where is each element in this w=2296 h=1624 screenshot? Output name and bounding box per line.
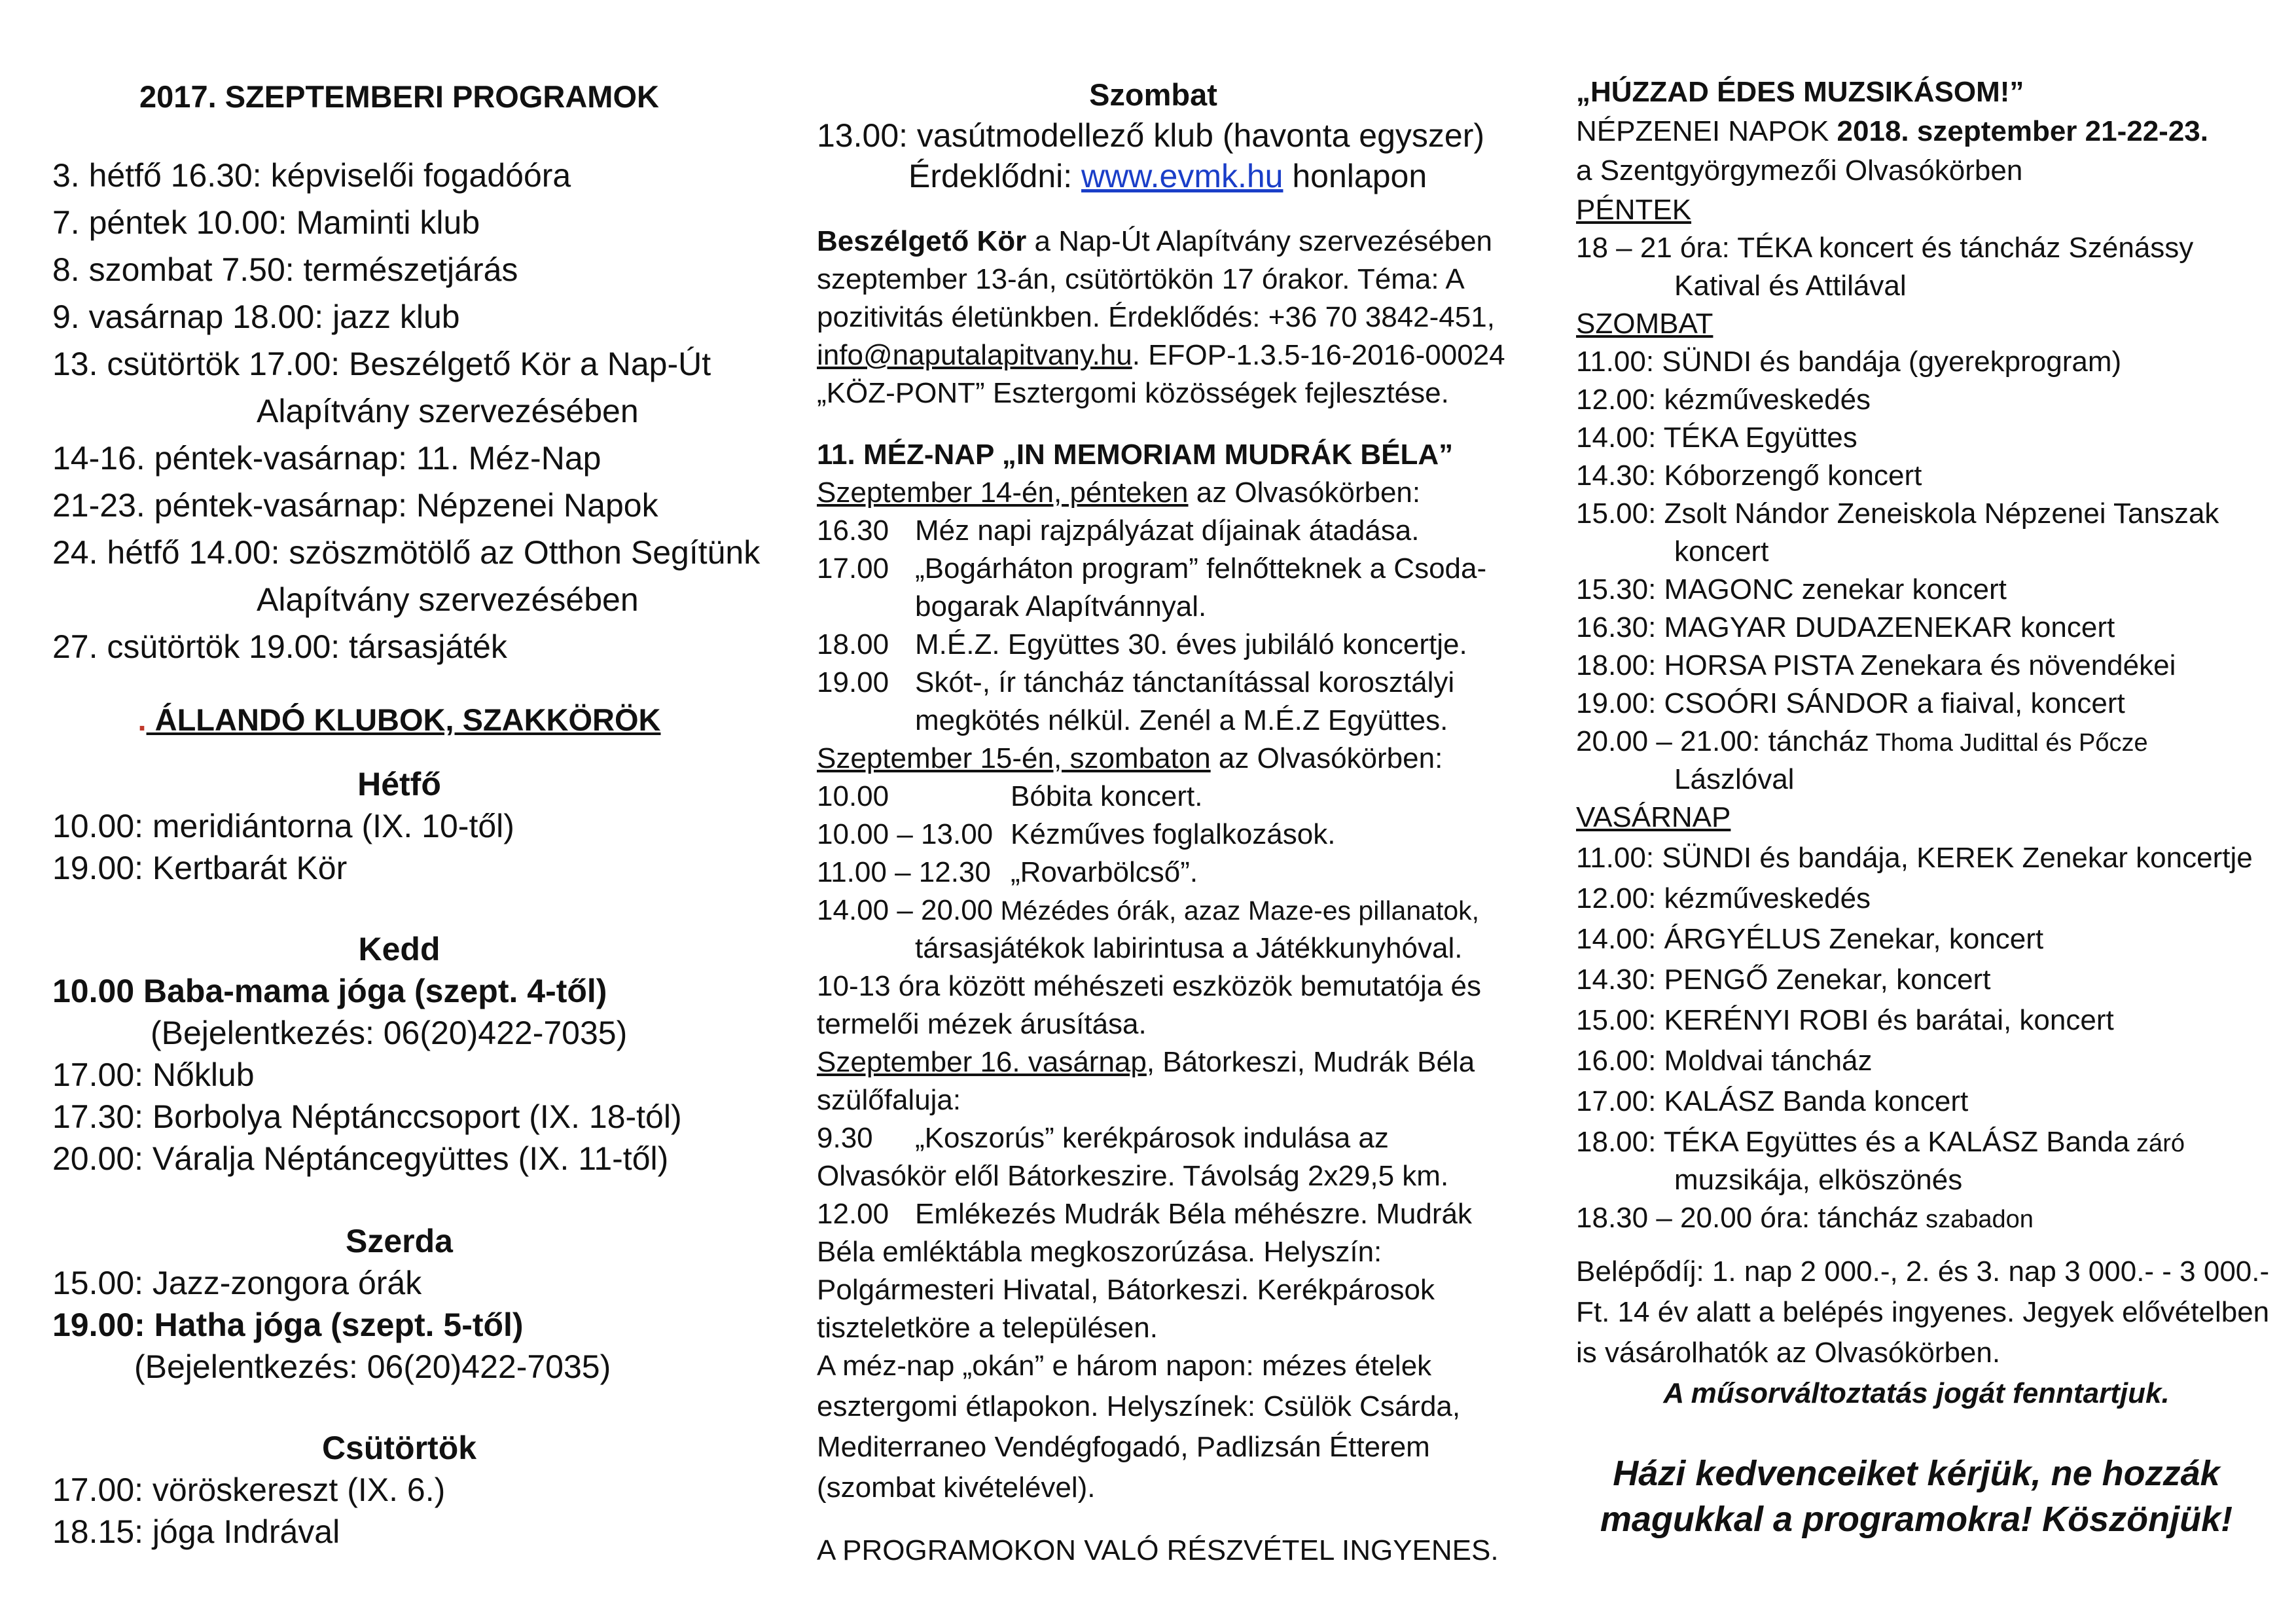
entry-fee-text: Belépődíj: 1. nap 2 000.-, 2. és 3. nap 3 000.- - 3 000.- — [1576, 1255, 2270, 1288]
text-line: tiszteletkörе a településen. — [817, 1312, 1158, 1344]
club-registration: (Bejelentkezés: 06(20)422-7035) — [151, 1015, 628, 1051]
schedule-activity: Emlékezés Mudrák Béla méhészre. Mudrák — [915, 1198, 1472, 1230]
festival-venue: a Szentgyörgymezői Olvasókörben — [1576, 154, 2023, 187]
entry-fee-text: is vásárolhatók az Olvasókörben. — [1576, 1337, 2001, 1369]
day-heading-szombat: Szombat — [1089, 77, 1217, 112]
program-item-continued: Lászlóval — [1674, 763, 1795, 795]
text-span: az Olvasókörben: — [1210, 742, 1443, 774]
program-item-continued: Katival és Attilával — [1674, 270, 1907, 302]
text-line: szeptember 13-án, csütörtökön 17 órakor. Téma: A — [817, 263, 1465, 295]
clubs-heading — [52, 700, 746, 740]
text-line: Olvasókör elől Bátorkeszire. Távolság 2x29,5 km. — [817, 1160, 1449, 1192]
beszelgeto-kor-title: Beszélgető Kör — [817, 225, 1027, 257]
schedule-activity: „Rovarbölcső”. — [1011, 856, 1198, 888]
day-heading-pentek: PÉNTEK — [1576, 194, 1692, 226]
text-line: Polgármesteri Hivatal, Bátorkeszi. Kerékpárosok — [817, 1274, 1435, 1306]
program-change-notice: A műsorváltoztatás jogát fenntartjuk. — [1663, 1377, 2170, 1409]
entry-fee-text: Ft. 14 év alatt a belépés ingyenes. Jegyek elővételben — [1576, 1296, 2270, 1328]
program-item — [1576, 724, 2148, 761]
schedule-time: 19.00 — [817, 666, 889, 698]
program-item: 15.00: KERÉNYI ROBI és barátai, koncert — [1576, 1004, 2114, 1036]
club-item-bold: 10.00 Baba-mama jóga (szept. 4-től) — [52, 973, 607, 1009]
program-item: 21-23. péntek-vasárnap: Népzenei Napok — [52, 487, 658, 524]
text-span-small: Thoma Judittal és Pőcze — [1869, 729, 2148, 757]
schedule-activity: „Koszorús” kerékpárosok indulása az — [915, 1122, 1389, 1154]
day-heading-szombat: SZOMBAT — [1576, 308, 1713, 340]
program-item-continued: Alapítvány szervezésében — [257, 581, 639, 618]
pets-notice: magukkal a programokra! Köszönjük! — [1600, 1500, 2233, 1539]
date-underlined: Szeptember 15-én, szombaton — [817, 742, 1211, 774]
day-subheading — [817, 741, 1443, 776]
program-item: 14.00: ÁRGYÉLUS Zenekar, koncert — [1576, 923, 2044, 955]
club-item-bold: 19.00: Hatha jóga (szept. 5-től) — [52, 1307, 524, 1343]
text-line: Mediterraneo Vendégfogadó, Padlizsán Étterem — [817, 1431, 1430, 1463]
text-span: 18.00: TÉKA Együttes és a KALÁSZ Banda — [1576, 1126, 2130, 1158]
club-item: 18.15: jóga Indrával — [52, 1513, 340, 1550]
program-item: 3. hétfő 16.30: képviselői fogadóóra — [52, 157, 571, 194]
program-item-continued: koncert — [1674, 535, 1769, 568]
club-item: 15.00: Jazz-zongora órák — [52, 1265, 422, 1301]
festival-subtitle — [1576, 114, 2208, 149]
email-link[interactable]: info@naputalapitvany.hu — [817, 339, 1132, 371]
schedule-activity: Skót-, ír táncház tánctanítással korosztályi — [915, 666, 1455, 698]
program-item: 12.00: kézművеskedés — [1576, 882, 1871, 914]
program-item: 14.30: Kóborzengő koncert — [1576, 460, 1922, 492]
schedule-activity: Kézműves foglalkozások. — [1011, 818, 1336, 850]
text-line: esztergomi étlapokon. Helyszínek: Csülök Csárda, — [817, 1390, 1461, 1422]
club-item: 10.00: meridiántorna (IX. 10-től) — [52, 808, 514, 844]
club-item: 19.00: Kertbarát Kör — [52, 850, 348, 886]
day-subheading — [817, 475, 1420, 511]
day-subheading — [817, 1045, 1475, 1080]
page-title: 2017. SZEPTEMBERI PROGRAMOK — [139, 79, 659, 114]
program-item — [1576, 1200, 2034, 1237]
club-contact — [908, 158, 1427, 194]
program-item: 12.00: kézművеskedés — [1576, 384, 1871, 416]
program-item: 27. csütörtök 19.00: társasjáték — [52, 628, 507, 665]
schedule-time: 16.30 — [817, 514, 889, 547]
free-participation-note: A PROGRAMOKON VALÓ RÉSZVÉTEL INGYENES. — [817, 1534, 1499, 1566]
program-item: 24. hétfő 14.00: szöszmötölő az Otthon Segítünk — [52, 534, 761, 571]
program-item: 14.00: TÉKA Együttes — [1576, 422, 1857, 454]
club-item: 17.00: Nőklub — [52, 1056, 255, 1093]
schedule-time: 17.00 — [817, 552, 889, 585]
program-item: 11.00: SÜNDI és bandája (gyerekprogram) — [1576, 346, 2122, 378]
schedule-row — [817, 893, 1479, 928]
date-underlined: Szeptember 16. vasárnap — [817, 1046, 1147, 1078]
schedule-activity: Mézédes órák, azaz Maze-es pillanatok, — [993, 895, 1480, 926]
date-underlined: Szeptember 14-én, pénteken — [817, 477, 1189, 509]
text-line: Béla emléktábla megkoszorúzása. Helyszín: — [817, 1236, 1382, 1268]
program-item: 19.00: CSOÓRI SÁNDOR a fiaival, koncert — [1576, 687, 2125, 719]
schedule-time: 14.00 – 20.00 — [817, 894, 994, 926]
program-item: 14-16. péntek-vasárnap: 11. Méz-Nap — [52, 440, 601, 477]
day-heading-hetfo: Hétfő — [357, 766, 441, 803]
meznap-title: 11. MÉZ-NAP „IN MEMORIAM MUDRÁK BÉLA” — [817, 439, 1454, 471]
text-span: az Olvasókörben: — [1188, 477, 1421, 509]
clubs-heading-dot: . — [137, 702, 147, 737]
program-item: 13. csütörtök 17.00: Beszélgető Kör a Nap-Út — [52, 346, 711, 382]
club-item: 13.00: vasútmodellező klub (havonta egyszer) — [817, 117, 1485, 154]
text-span: , Bátorkeszi, Mudrák Béla — [1146, 1046, 1475, 1078]
text-span-small: záró — [2129, 1130, 2185, 1157]
schedule-activity: megkötés nélkül. Zenél a M.É.Z Együttes. — [915, 704, 1448, 736]
schedule-activity: Bóbita koncert. — [1011, 780, 1203, 812]
day-heading-vasarnap: VASÁRNAP — [1576, 801, 1731, 833]
schedule-time: 10.00 — [817, 780, 889, 812]
program-item: 11.00: SÜNDI és bandája, KEREK Zenekar koncertje — [1576, 842, 2253, 874]
program-item: 9. vasárnap 18.00: jazz klub — [52, 298, 460, 335]
text-line — [817, 338, 1505, 373]
text-span: NÉPZENEI NAPOK — [1576, 115, 1837, 147]
schedule-time: 10.00 – 13.00 — [817, 818, 994, 850]
schedule-time: 9.30 — [817, 1122, 873, 1154]
club-item: 17.30: Borbolya Néptánccsoport (IX. 18-tól) — [52, 1098, 682, 1135]
program-item: 16.30: MAGYAR DUDAZENEKAR koncert — [1576, 611, 2115, 643]
club-item: 17.00: vöröskereszt (IX. 6.) — [52, 1471, 446, 1508]
program-item: 14.30: PENGŐ Zenekar, koncert — [1576, 964, 1991, 996]
program-item — [1576, 1125, 2185, 1161]
text-line: termelői mézek árusítása. — [817, 1008, 1147, 1040]
schedule-activity: „Bogárháton program” felnőtteknek a Csoda- — [915, 552, 1487, 585]
text-line: (szombat kivételével). — [817, 1471, 1096, 1504]
schedule-time: 18.00 — [817, 628, 889, 660]
schedule-activity-continued: társasjátékok labirintusa a Játékkunyhóval. — [915, 932, 1463, 964]
program-item: 18 – 21 óra: TÉKA koncert és táncház Szénássy — [1576, 232, 2194, 264]
schedule-activity: Méz napi rajzpályázat díjainak átadása. — [915, 514, 1420, 547]
clubs-heading-text: ÁLLANDÓ KLUBOK, SZAKKÖRÖK — [146, 702, 661, 737]
schedule-time: 11.00 – 12.30 — [817, 856, 991, 888]
evmk-link[interactable]: www.evmk.hu — [1081, 158, 1283, 194]
text-line: „KÖZ-PONT” Esztergomi közösségek fejlesztése. — [817, 377, 1449, 409]
text-line: A méz-nap „okán” e három napon: mézes ételek — [817, 1350, 1432, 1382]
text-line: pozitivitás életünkben. Érdeklődés: +36 70 3842-451, — [817, 301, 1495, 333]
festival-title: „HÚZZAD ÉDES MUZSIKÁSOM!” — [1576, 76, 2024, 108]
text-span: 20.00 – 21.00: táncház — [1576, 725, 1869, 757]
day-heading-kedd: Kedd — [358, 931, 440, 967]
text-span: . EFOP-1.3.5-16-2016-00024 — [1132, 339, 1505, 371]
program-item: 18.00: HORSA PISTA Zenekara és növendékei — [1576, 649, 2176, 681]
day-heading-szerda: Szerda — [346, 1223, 453, 1259]
festival-dates: 2018. szeptember 21-22-23. — [1837, 115, 2208, 147]
program-item: 15.00: Zsolt Nándor Zeneiskola Népzenei Tanszak — [1576, 497, 2219, 530]
text-line: szülőfaluja: — [817, 1084, 961, 1116]
program-item: 8. szombat 7.50: természetjárás — [52, 251, 518, 288]
text-span-small: szabadon — [1918, 1206, 2034, 1233]
day-heading-csutortok: Csütörtök — [321, 1430, 477, 1466]
program-item: 15.30: MAGONC zenekar koncert — [1576, 573, 2007, 605]
program-item-continued: muzsikája, elköszönés — [1674, 1164, 1963, 1196]
text-span: 18.30 – 20.00 óra: táncház — [1576, 1202, 1919, 1234]
contact-label: Érdeklődni: — [908, 158, 1082, 194]
beszelgeto-kor-text — [817, 224, 1492, 259]
schedule-activity: M.É.Z. Együttes 30. éves jubiláló koncertje. — [915, 628, 1467, 660]
text-line: 10-13 óra között méhészeti eszközök bemutatója és — [817, 970, 1481, 1002]
club-registration: (Bejelentkezés: 06(20)422-7035) — [134, 1348, 611, 1385]
program-item: 16.00: Moldvai táncház — [1576, 1045, 1873, 1077]
program-item: 7. péntek 10.00: Maminti klub — [52, 204, 480, 241]
schedule-activity: bogarak Alapítvánnyal. — [915, 590, 1207, 623]
contact-suffix: honlapon — [1283, 158, 1427, 194]
program-item-continued: Alapítvány szervezésében — [257, 393, 639, 429]
pets-notice: Házi kedvenceiket kérjük, ne hozzák — [1613, 1454, 2220, 1493]
program-item: 17.00: KALÁSZ Banda koncert — [1576, 1085, 1969, 1117]
schedule-time: 12.00 — [817, 1198, 889, 1230]
text-span: a Nap-Út Alapítvány szervezésében — [1026, 225, 1493, 257]
club-item: 20.00: Váralja Néptáncegyüttes (IX. 11-től) — [52, 1140, 669, 1177]
